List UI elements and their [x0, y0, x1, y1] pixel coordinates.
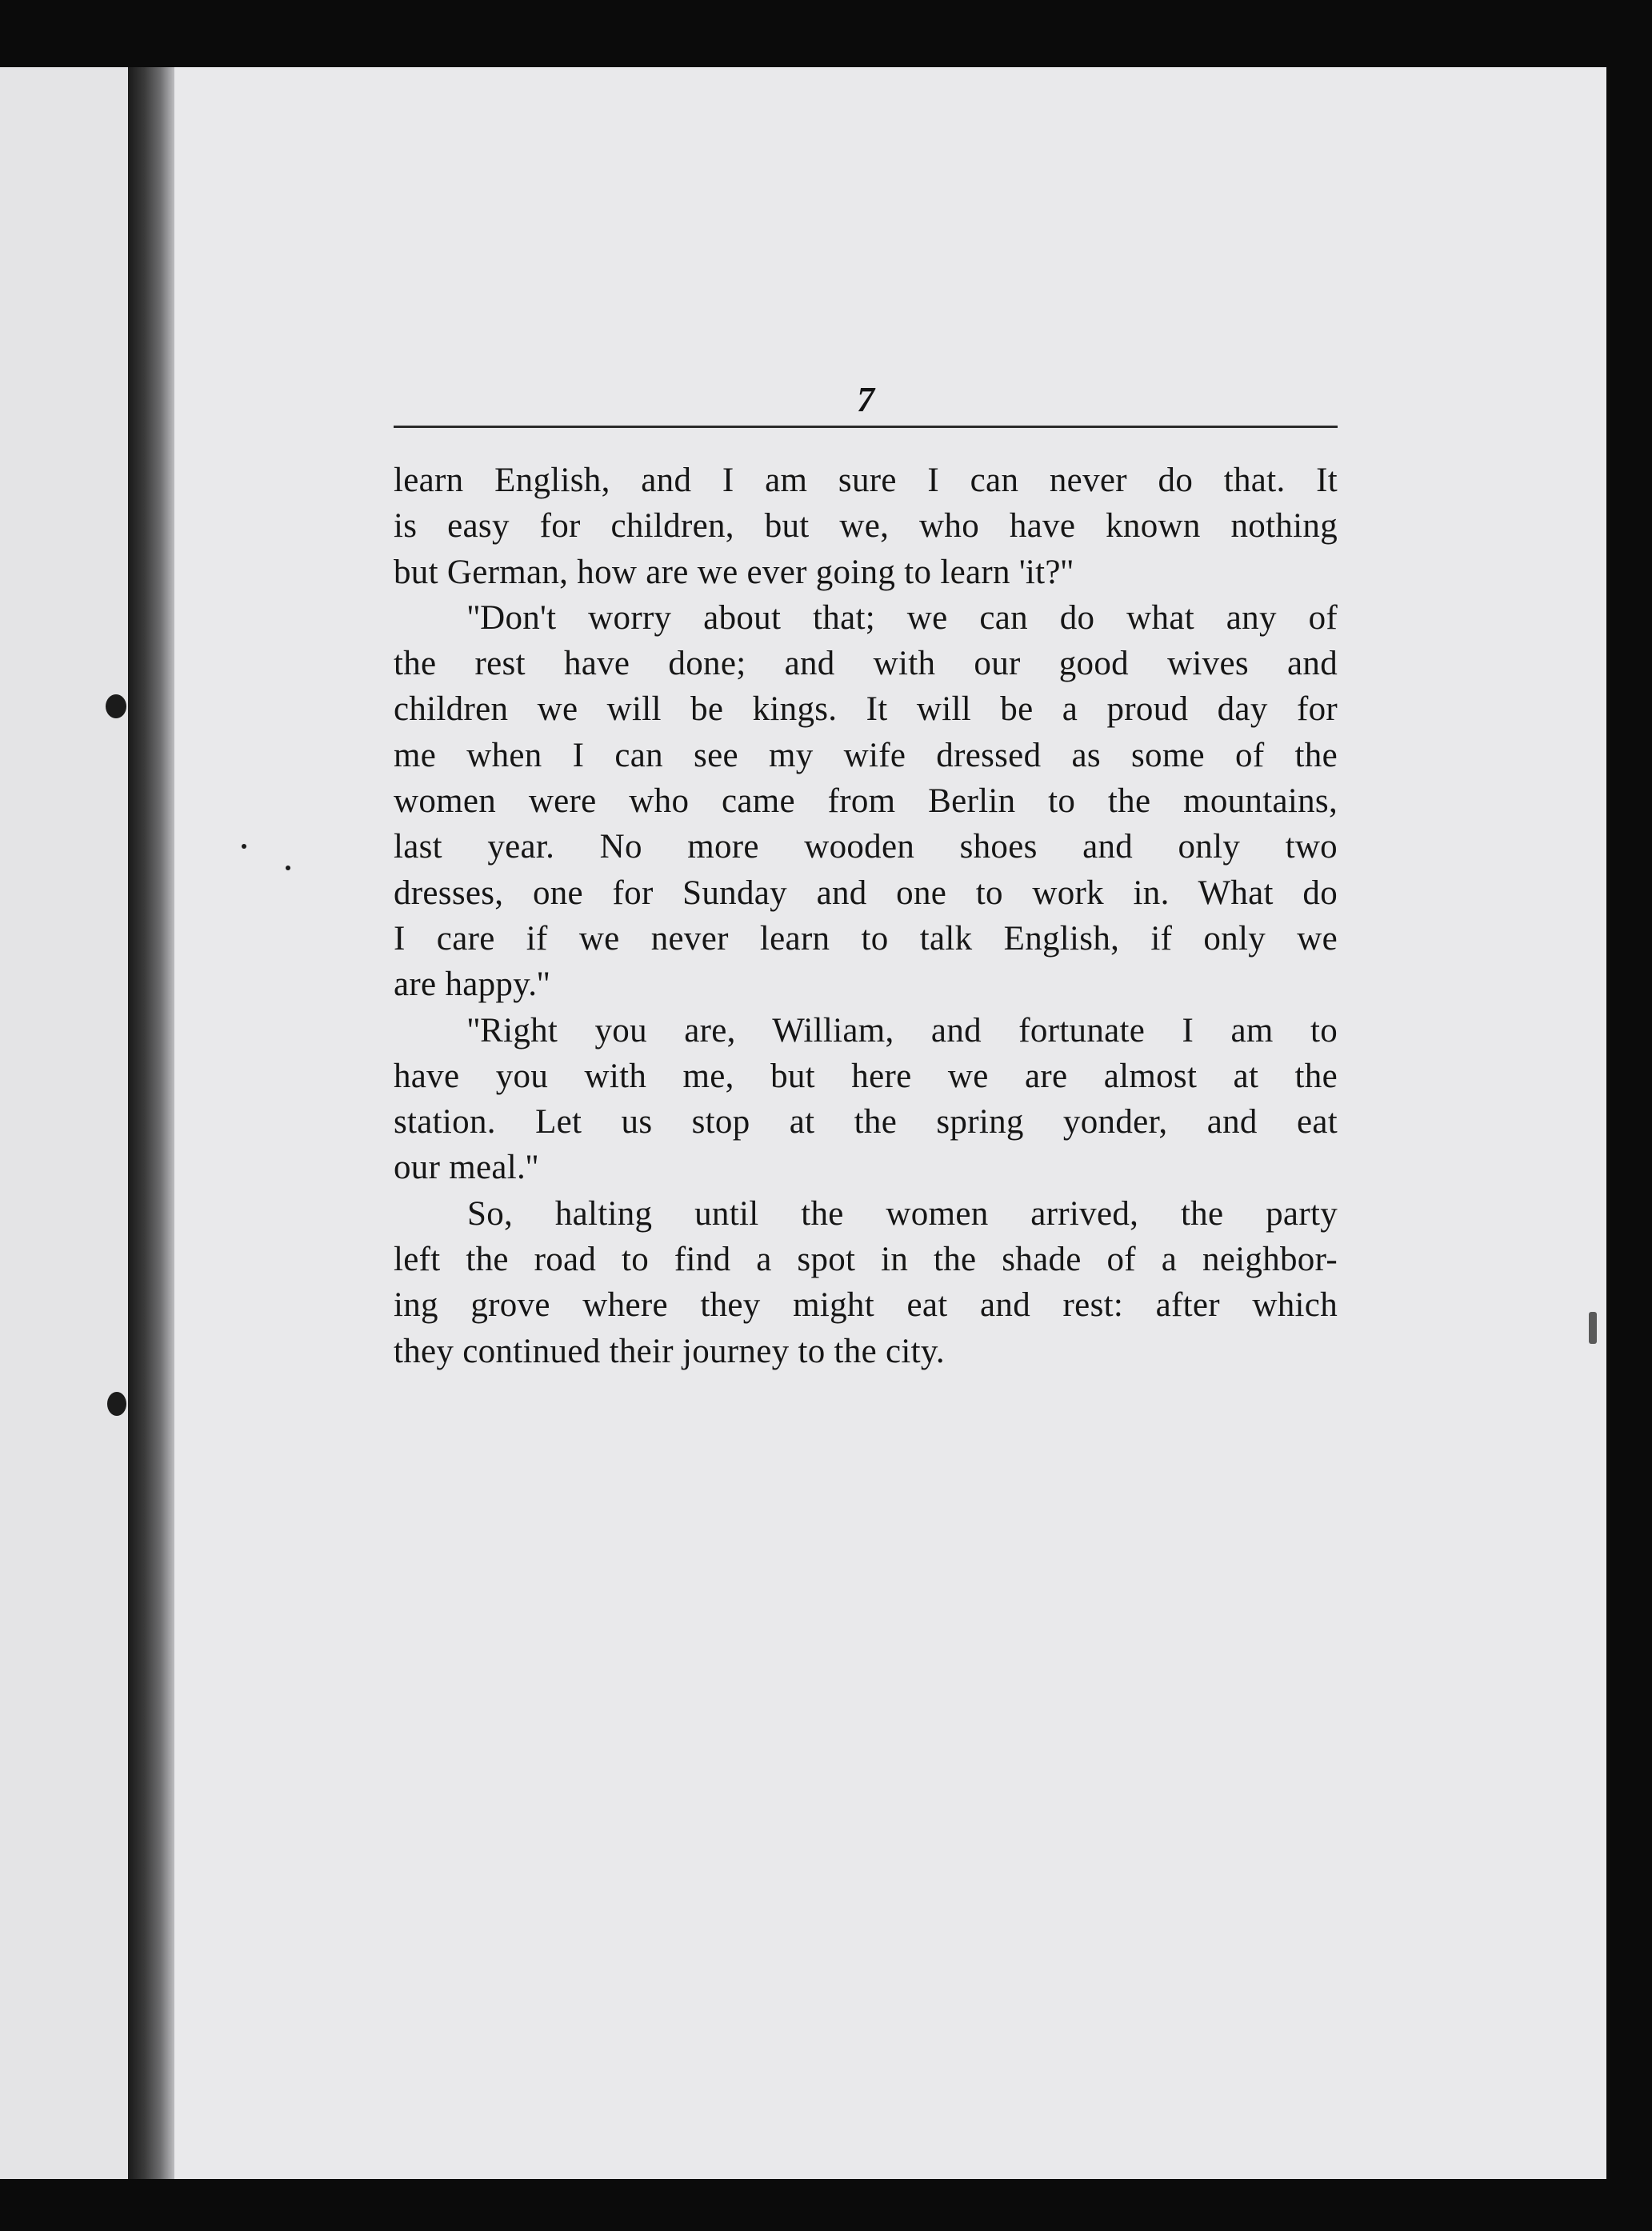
text-line: station. Let us stop at the spring yonder, and eat: [394, 1103, 1338, 1141]
scan-speck: [1589, 1312, 1597, 1344]
text-line: ''Right you are, William, and fortunate I am to: [467, 1011, 1338, 1050]
text-line: but German, how are we ever going to learn 'it?'': [394, 553, 1074, 591]
page-header: [394, 376, 1338, 432]
text-line: learn English, and I am sure I can never do that. It: [394, 462, 1338, 499]
text-line: I care if we never learn to talk English, if only we: [394, 919, 1338, 958]
scan-speck: [242, 844, 246, 849]
scan-speck: [286, 866, 290, 870]
text-line: So, halting until the women arrived, the party: [467, 1194, 1338, 1233]
text-line: are happy.'': [394, 966, 550, 1004]
body-text: [394, 458, 1338, 1374]
text-line: last year. No more wooden shoes and only two: [394, 828, 1338, 866]
text-line: women were who came from Berlin to the mountains,: [394, 782, 1338, 821]
page-number: 7: [857, 380, 874, 419]
text-line: is easy for children, but we, who have known nothing: [394, 507, 1338, 546]
header-rule: [394, 426, 1338, 428]
facing-page-edge: [0, 67, 128, 2179]
text-line: dresses, one for Sunday and one to work in. What do: [394, 874, 1338, 912]
text-line: children we will be kings. It will be a proud day for: [394, 690, 1338, 729]
text-line: ing grove where they might eat and rest: after which: [394, 1286, 1338, 1325]
text-line: ''Don't worry about that; we can do what any of: [467, 598, 1338, 637]
text-line: left the road to find a spot in the shade of a neighbor-: [394, 1241, 1338, 1279]
scan-speck: [106, 694, 126, 718]
text-line: they continued their journey to the city.: [394, 1332, 945, 1370]
text-line: me when I can see my wife dressed as some of the: [394, 736, 1338, 774]
text-line: the rest have done; and with our good wives and: [394, 645, 1338, 683]
binding-edge: [128, 67, 174, 2179]
scan-speck: [107, 1392, 126, 1416]
text-line: have you with me, but here we are almost at the: [394, 1057, 1338, 1095]
text-line: our meal.'': [394, 1149, 539, 1187]
